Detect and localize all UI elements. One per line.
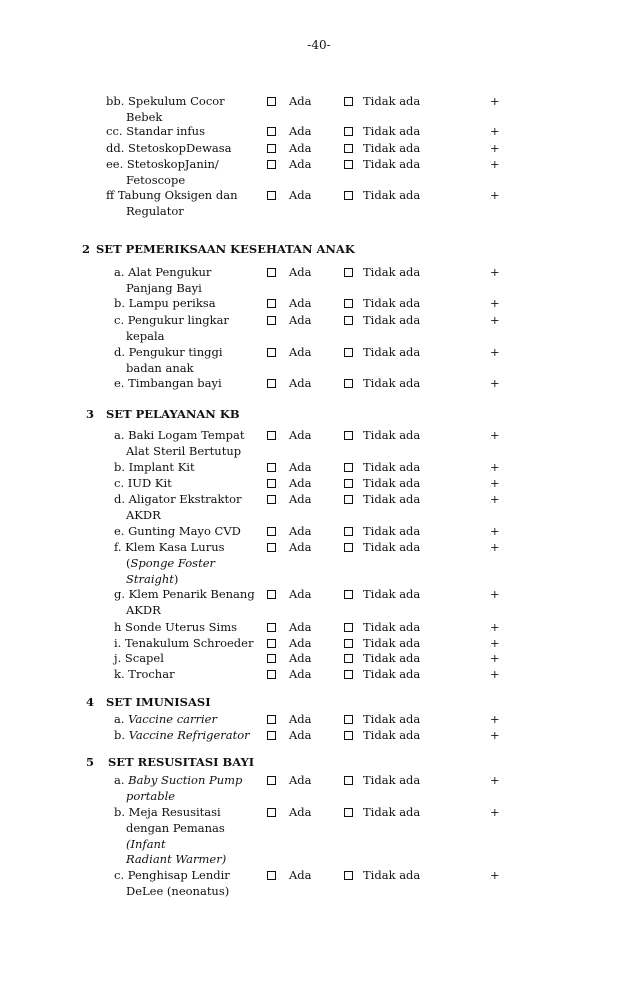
item-label-line: cc. Standar infus (106, 124, 205, 138)
option-ada-label: Ada (289, 428, 312, 442)
item-label-line: b. Implant Kit (114, 460, 195, 474)
item-label-line: AKDR (126, 507, 161, 522)
item-label-line: portable (126, 788, 176, 803)
item-label-line: c. Penghisap Lendir (114, 868, 230, 882)
item-label-line: e. Gunting Mayo CVD (114, 524, 241, 538)
checkbox-tidak-ada[interactable] (344, 348, 353, 357)
option-ada-label: Ada (289, 667, 312, 681)
checkbox-ada[interactable] (267, 776, 276, 785)
section-title: SET PEMERIKSAAN KESEHATAN ANAK (96, 242, 355, 256)
option-tidak-ada-label: Tidak ada (363, 868, 421, 882)
option-tidak-ada-label: Tidak ada (363, 376, 421, 390)
option-tidak-ada-label: Tidak ada (363, 345, 421, 359)
plus-mark: + (490, 728, 500, 742)
checkbox-tidak-ada[interactable] (344, 268, 353, 277)
checkbox-tidak-ada[interactable] (344, 191, 353, 200)
option-ada-label: Ada (289, 460, 312, 474)
checkbox-ada[interactable] (267, 654, 276, 663)
plus-mark: + (490, 712, 500, 726)
checkbox-tidak-ada[interactable] (344, 431, 353, 440)
checkbox-ada[interactable] (267, 299, 276, 308)
plus-mark: + (490, 157, 500, 171)
plus-mark: + (490, 376, 500, 390)
option-ada-label: Ada (289, 376, 312, 390)
plus-mark: + (490, 94, 500, 108)
option-ada-label: Ada (289, 265, 312, 279)
option-tidak-ada-label: Tidak ada (363, 728, 421, 742)
checkbox-tidak-ada[interactable] (344, 495, 353, 504)
checkbox-tidak-ada[interactable] (344, 543, 353, 552)
item-label-line: a. Baki Logam Tempat (114, 428, 245, 442)
item-label-line: Straight) (126, 571, 179, 586)
checkbox-tidak-ada[interactable] (344, 527, 353, 536)
item-label-line: a. Vaccine carrier (114, 712, 217, 726)
plus-mark: + (490, 345, 500, 359)
item-label-line: ff Tabung Oksigen dan (106, 188, 238, 202)
option-ada-label: Ada (289, 773, 312, 787)
plus-mark: + (490, 460, 500, 474)
checkbox-tidak-ada[interactable] (344, 299, 353, 308)
item-label-line: dd. StetoskopDewasa (106, 141, 232, 155)
item-label-line: g. Klem Penarik Benang (114, 587, 255, 601)
checkbox-ada[interactable] (267, 670, 276, 679)
checkbox-ada[interactable] (267, 731, 276, 740)
checkbox-ada[interactable] (267, 160, 276, 169)
option-tidak-ada-label: Tidak ada (363, 296, 421, 310)
option-tidak-ada-label: Tidak ada (363, 712, 421, 726)
checkbox-tidak-ada[interactable] (344, 316, 353, 325)
option-tidak-ada-label: Tidak ada (363, 188, 421, 202)
checkbox-ada[interactable] (267, 97, 276, 106)
item-label-line: DeLee (neonatus) (126, 883, 230, 898)
checkbox-ada[interactable] (267, 715, 276, 724)
item-label-line: Radiant Warmer) (126, 852, 227, 867)
option-ada-label: Ada (289, 540, 312, 554)
checkbox-tidak-ada[interactable] (344, 623, 353, 632)
checkbox-tidak-ada[interactable] (344, 639, 353, 648)
option-ada-label: Ada (289, 620, 312, 634)
option-tidak-ada-label: Tidak ada (363, 428, 421, 442)
checkbox-ada[interactable] (267, 871, 276, 880)
plus-mark: + (490, 124, 500, 138)
item-label-line: c. IUD Kit (114, 476, 172, 490)
option-tidak-ada-label: Tidak ada (363, 94, 421, 108)
option-ada-label: Ada (289, 636, 312, 650)
checkbox-ada[interactable] (267, 590, 276, 599)
option-tidak-ada-label: Tidak ada (363, 773, 421, 787)
checkbox-tidak-ada[interactable] (344, 127, 353, 136)
option-tidak-ada-label: Tidak ada (363, 540, 421, 554)
item-label-line: e. Timbangan bayi (114, 376, 222, 390)
checkbox-tidak-ada[interactable] (344, 654, 353, 663)
option-ada-label: Ada (289, 157, 312, 171)
checkbox-tidak-ada[interactable] (344, 808, 353, 817)
checkbox-ada[interactable] (267, 543, 276, 552)
checkbox-tidak-ada[interactable] (344, 144, 353, 153)
item-label-line: j. Scapel (114, 651, 164, 665)
checkbox-ada[interactable] (267, 431, 276, 440)
item-label-line: ee. StetoskopJanin/ (106, 157, 219, 171)
checkbox-ada[interactable] (267, 268, 276, 277)
item-label-line: Panjang Bayi (126, 280, 202, 295)
option-tidak-ada-label: Tidak ada (363, 265, 421, 279)
checkbox-tidak-ada[interactable] (344, 590, 353, 599)
item-label-line: (Sponge Foster (126, 555, 215, 570)
checkbox-ada[interactable] (267, 316, 276, 325)
option-tidak-ada-label: Tidak ada (363, 492, 421, 506)
checkbox-tidak-ada[interactable] (344, 160, 353, 169)
checkbox-ada[interactable] (267, 495, 276, 504)
section-title: SET IMUNISASI (106, 695, 211, 709)
plus-mark: + (490, 773, 500, 787)
checkbox-tidak-ada[interactable] (344, 463, 353, 472)
item-label-line: (Infant (126, 836, 166, 851)
checkbox-ada[interactable] (267, 623, 276, 632)
plus-mark: + (490, 620, 500, 634)
checkbox-ada[interactable] (267, 144, 276, 153)
checkbox-ada[interactable] (267, 527, 276, 536)
plus-mark: + (490, 476, 500, 490)
item-label-line: kepala (126, 328, 165, 343)
option-ada-label: Ada (289, 296, 312, 310)
plus-mark: + (490, 868, 500, 882)
plus-mark: + (490, 188, 500, 202)
item-label-line: bb. Spekulum Cocor (106, 94, 225, 108)
plus-mark: + (490, 667, 500, 681)
checkbox-tidak-ada[interactable] (344, 97, 353, 106)
checkbox-tidak-ada[interactable] (344, 871, 353, 880)
plus-mark: + (490, 265, 500, 279)
option-ada-label: Ada (289, 712, 312, 726)
section-number: 4 (86, 695, 95, 709)
checkbox-ada[interactable] (267, 479, 276, 488)
item-label-line: Regulator (126, 203, 184, 218)
checkbox-tidak-ada[interactable] (344, 731, 353, 740)
plus-mark: + (490, 651, 500, 665)
option-tidak-ada-label: Tidak ada (363, 587, 421, 601)
checkbox-ada[interactable] (267, 191, 276, 200)
checkbox-ada[interactable] (267, 127, 276, 136)
plus-mark: + (490, 296, 500, 310)
option-tidak-ada-label: Tidak ada (363, 651, 421, 665)
section-number: 3 (86, 407, 95, 421)
plus-mark: + (490, 524, 500, 538)
option-tidak-ada-label: Tidak ada (363, 524, 421, 538)
checkbox-tidak-ada[interactable] (344, 715, 353, 724)
option-ada-label: Ada (289, 94, 312, 108)
option-tidak-ada-label: Tidak ada (363, 667, 421, 681)
option-ada-label: Ada (289, 651, 312, 665)
item-label-line: b. Lampu periksa (114, 296, 216, 310)
option-ada-label: Ada (289, 805, 312, 819)
option-tidak-ada-label: Tidak ada (363, 141, 421, 155)
option-tidak-ada-label: Tidak ada (363, 313, 421, 327)
section-number: 2 (82, 242, 91, 256)
checkbox-tidak-ada[interactable] (344, 670, 353, 679)
section-number: 5 (86, 755, 95, 769)
option-ada-label: Ada (289, 476, 312, 490)
section-title: SET RESUSITASI BAYI (108, 755, 255, 769)
item-label-line: c. Pengukur lingkar (114, 313, 229, 327)
plus-mark: + (490, 492, 500, 506)
page-number: -40- (307, 38, 331, 52)
option-ada-label: Ada (289, 345, 312, 359)
item-label-line: f. Klem Kasa Lurus (114, 540, 225, 554)
item-label-line: a. Alat Pengukur (114, 265, 212, 279)
item-label-line: d. Pengukur tinggi (114, 345, 223, 359)
item-label-line: i. Tenakulum Schroeder (114, 636, 254, 650)
option-ada-label: Ada (289, 524, 312, 538)
option-tidak-ada-label: Tidak ada (363, 124, 421, 138)
item-label-line: Alat Steril Bertutup (126, 443, 242, 458)
item-label-line: a. Baby Suction Pump (114, 773, 243, 787)
option-tidak-ada-label: Tidak ada (363, 476, 421, 490)
item-label-line: Fetoscope (126, 172, 186, 187)
option-ada-label: Ada (289, 587, 312, 601)
option-tidak-ada-label: Tidak ada (363, 157, 421, 171)
option-tidak-ada-label: Tidak ada (363, 460, 421, 474)
plus-mark: + (490, 540, 500, 554)
plus-mark: + (490, 587, 500, 601)
checkbox-ada[interactable] (267, 463, 276, 472)
plus-mark: + (490, 141, 500, 155)
checkbox-tidak-ada[interactable] (344, 776, 353, 785)
option-ada-label: Ada (289, 492, 312, 506)
option-tidak-ada-label: Tidak ada (363, 636, 421, 650)
plus-mark: + (490, 636, 500, 650)
checkbox-tidak-ada[interactable] (344, 379, 353, 388)
item-label-line: badan anak (126, 360, 194, 375)
checkbox-tidak-ada[interactable] (344, 479, 353, 488)
item-label-line: b. Meja Resusitasi (114, 805, 221, 819)
option-ada-label: Ada (289, 313, 312, 327)
section-title: SET PELAYANAN KB (106, 407, 240, 421)
option-tidak-ada-label: Tidak ada (363, 805, 421, 819)
item-label-line: d. Aligator Ekstraktor (114, 492, 242, 506)
checkbox-ada[interactable] (267, 348, 276, 357)
item-label-line: dengan Pemanas (126, 820, 225, 835)
option-ada-label: Ada (289, 728, 312, 742)
plus-mark: + (490, 313, 500, 327)
item-label-line: AKDR (126, 602, 161, 617)
option-ada-label: Ada (289, 124, 312, 138)
checkbox-ada[interactable] (267, 379, 276, 388)
item-label-line: k. Trochar (114, 667, 175, 681)
option-ada-label: Ada (289, 188, 312, 202)
item-label-line: b. Vaccine Refrigerator (114, 728, 250, 742)
item-label-line: Bebek (126, 109, 163, 124)
option-tidak-ada-label: Tidak ada (363, 620, 421, 634)
option-ada-label: Ada (289, 868, 312, 882)
plus-mark: + (490, 428, 500, 442)
checkbox-ada[interactable] (267, 808, 276, 817)
plus-mark: + (490, 805, 500, 819)
option-ada-label: Ada (289, 141, 312, 155)
checkbox-ada[interactable] (267, 639, 276, 648)
item-label-line: h Sonde Uterus Sims (114, 620, 238, 634)
